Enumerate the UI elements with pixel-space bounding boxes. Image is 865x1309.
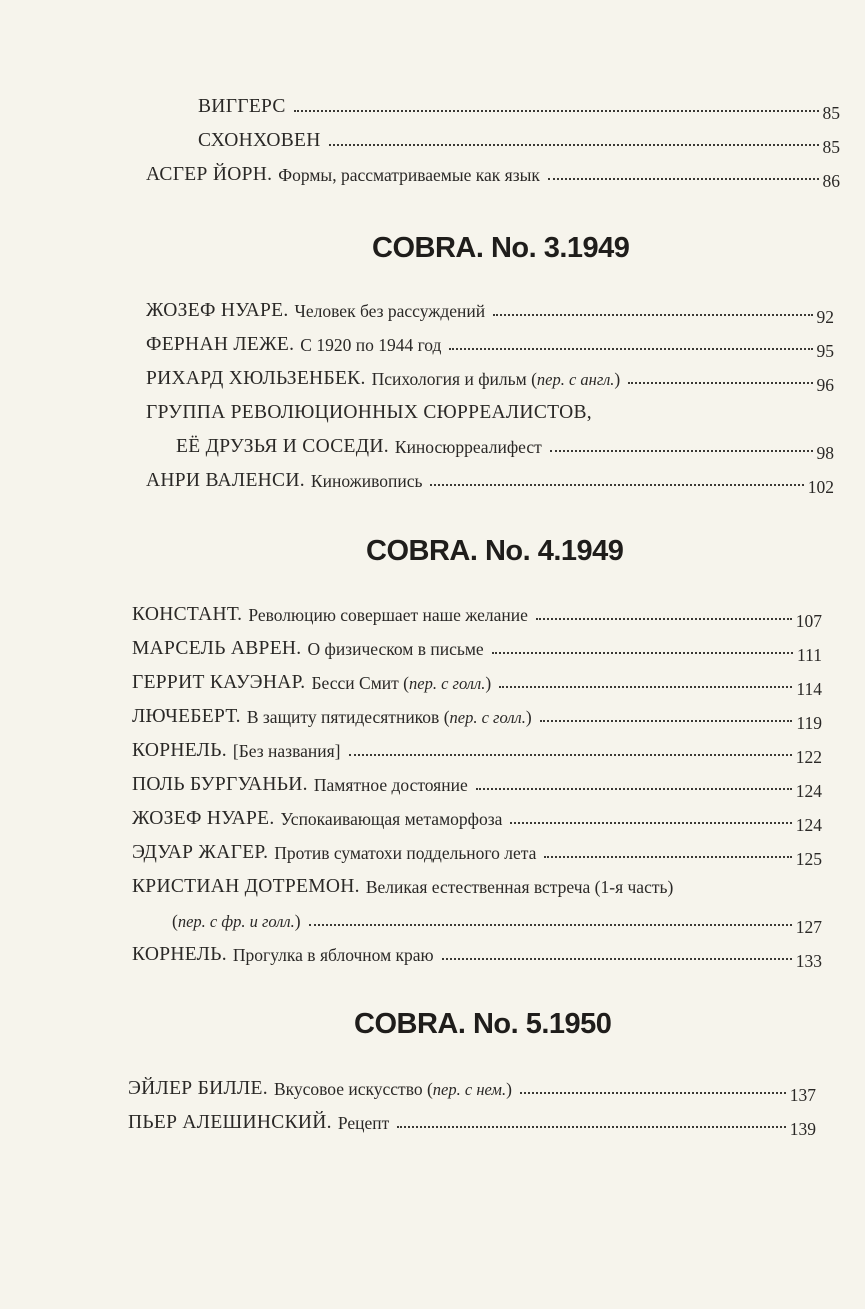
entry-author: ПОЛЬ БУРГУАНЬИ. <box>132 773 308 795</box>
entry-page: 98 <box>816 442 834 463</box>
toc-entry <box>132 862 822 896</box>
toc-entry <box>198 116 840 157</box>
entry-page: 125 <box>795 848 822 869</box>
entry-title: Формы, рассматриваемые как язык <box>278 164 540 185</box>
entry-author: РИХАРД ХЮЛЬЗЕНБЕК. <box>146 367 366 389</box>
entry-page: 107 <box>795 610 822 631</box>
entry-author: ВИГГЕРС <box>198 95 286 117</box>
entry-title: О физическом в письме <box>307 638 484 659</box>
section-entries <box>128 1064 816 1139</box>
entry-title: Успокаивающая метаморфоза <box>280 808 503 829</box>
dot-leader <box>540 720 793 722</box>
entry-translation-note: пер. с голл. <box>449 707 526 727</box>
entry-page: 124 <box>795 780 822 801</box>
toc-entry <box>176 422 834 463</box>
entry-title: В защиту пятидесятников <box>246 706 440 727</box>
entry-author: ЕЁ ДРУЗЬЯ И СОСЕДИ. <box>176 435 389 457</box>
dot-leader <box>536 618 792 620</box>
entry-title: Рецепт <box>337 1112 390 1133</box>
toc-entry <box>132 794 822 835</box>
entry-author: КРИСТИАН ДОТРЕМОН. <box>132 875 360 897</box>
entry-title: Памятное достояние <box>313 774 468 795</box>
toc-entry <box>132 930 822 971</box>
entry-translation-note: пер. с англ. <box>536 369 615 389</box>
entry-author: АНРИ ВАЛЕНСИ. <box>146 469 305 491</box>
entry-title: Против суматохи поддельного лета <box>274 842 537 863</box>
dot-leader <box>510 822 791 824</box>
entry-author: МАРСЕЛЬ АВРЕН. <box>132 637 302 659</box>
entry-page: 119 <box>796 712 822 733</box>
dot-leader <box>550 450 813 452</box>
entry-page: 124 <box>795 814 822 835</box>
dot-leader <box>442 958 792 960</box>
entry-author: ЛЮЧЕБЕРТ. <box>132 705 241 727</box>
dot-leader <box>309 924 792 926</box>
dot-leader <box>493 314 812 316</box>
toc-entry: ЛЮЧЕБЕРТ. В защиту пятидесятников ( пер. с голл. ) 119 <box>132 705 822 733</box>
toc-entry <box>198 82 840 123</box>
toc-entry <box>132 726 822 767</box>
dot-leader <box>548 178 819 180</box>
toc-entry: РИХАРД ХЮЛЬЗЕНБЕК. Психология и фильм ( пер. с англ. ) 96 <box>146 367 834 395</box>
entry-page: 137 <box>789 1084 816 1105</box>
dot-leader <box>544 856 791 858</box>
entry-page: 86 <box>822 170 840 191</box>
toc-entry <box>146 150 840 191</box>
entry-title: Киноживопись <box>310 470 423 491</box>
entry-page: 114 <box>796 678 822 699</box>
toc-entry <box>132 828 822 869</box>
entry-author: ЭЙЛЕР БИЛЛЕ. <box>128 1077 268 1099</box>
entry-page: 139 <box>789 1118 816 1139</box>
toc-entry <box>132 760 822 801</box>
entry-author: ГРУППА РЕВОЛЮЦИОННЫХ СЮРРЕАЛИСТОВ, <box>146 401 592 423</box>
dot-leader <box>476 788 792 790</box>
toc-entry <box>146 388 834 422</box>
entry-translation-note: пер. с нем. <box>432 1079 507 1099</box>
section-heading: COBRA. No. 3.1949 <box>372 232 630 264</box>
dot-leader <box>492 652 793 654</box>
section-heading: COBRA. No. 5.1950 <box>354 1008 612 1040</box>
entry-title: Вкусовое искусство <box>273 1078 423 1099</box>
dot-leader <box>499 686 792 688</box>
entry-author: КОРНЕЛЬ. <box>132 943 227 965</box>
entry-page: 127 <box>795 916 822 937</box>
toc-entry <box>146 286 834 327</box>
toc-entry: ГЕРРИТ КАУЭНАР. Бесси Смит ( пер. с голл. ) 114 <box>132 671 822 699</box>
intro-block <box>146 82 840 191</box>
entry-page: 92 <box>816 306 834 327</box>
entry-title: Прогулка в яблочном краю <box>232 944 434 965</box>
toc-entry <box>132 590 822 631</box>
entry-author: ПЬЕР АЛЕШИНСКИЙ. <box>128 1111 332 1133</box>
toc-entry: ЭЙЛЕР БИЛЛЕ. Вкусовое искусство ( пер. с нем. ) 137 <box>128 1077 816 1105</box>
toc-entry <box>132 624 822 665</box>
entry-page: 102 <box>807 476 834 497</box>
entry-page: 85 <box>822 102 840 123</box>
entry-author: КОНСТАНТ. <box>132 603 243 625</box>
entry-title: Бесси Смит <box>311 672 399 693</box>
entry-title: Киносюрреалифест <box>394 436 542 457</box>
entry-author: ГЕРРИТ КАУЭНАР. <box>132 671 306 693</box>
entry-translation-note: пер. с голл. <box>409 673 486 693</box>
entry-author: АСГЕР ЙОРН. <box>146 163 273 185</box>
entry-translation-note: пер. с фр. и голл. <box>177 911 295 931</box>
entry-page: 133 <box>795 950 822 971</box>
entry-page: 85 <box>822 136 840 157</box>
entry-author: ЭДУАР ЖАГЕР. <box>132 841 269 863</box>
entry-author: КОРНЕЛЬ. <box>132 739 227 761</box>
toc-entry <box>146 456 834 497</box>
toc-entry <box>128 1098 816 1139</box>
entry-title: Психология и фильм <box>371 368 527 389</box>
entry-title: Великая естественная встреча (1-я часть) <box>365 876 674 897</box>
dot-leader <box>294 110 819 112</box>
section-entries <box>132 590 822 971</box>
entry-title: Революцию совершает наше желание <box>248 604 528 625</box>
entry-author: ЖОЗЕФ НУАРЕ. <box>132 807 275 829</box>
entry-author: ФЕРНАН ЛЕЖЕ. <box>146 333 295 355</box>
toc-entry: ( пер. с фр. и голл. ) 127 <box>172 910 822 937</box>
entry-page: 111 <box>797 644 822 665</box>
entry-page: 96 <box>816 374 834 395</box>
dot-leader <box>329 144 819 146</box>
dot-leader <box>628 382 812 384</box>
section-heading: COBRA. No. 4.1949 <box>366 535 624 567</box>
dot-leader <box>430 484 803 486</box>
dot-leader <box>449 348 812 350</box>
entry-page: 95 <box>816 340 834 361</box>
dot-leader <box>520 1092 786 1094</box>
section-entries <box>146 286 834 497</box>
entry-author: СХОНХОВЕН <box>198 129 321 151</box>
toc-entry <box>146 320 834 361</box>
entry-author: ЖОЗЕФ НУАРЕ. <box>146 299 289 321</box>
entry-page: 122 <box>795 746 822 767</box>
entry-title: Человек без рассуждений <box>294 300 486 321</box>
dot-leader <box>349 754 792 756</box>
entry-title: [Без названия] <box>232 740 341 761</box>
dot-leader <box>397 1126 786 1128</box>
entry-title: С 1920 по 1944 год <box>300 334 442 355</box>
